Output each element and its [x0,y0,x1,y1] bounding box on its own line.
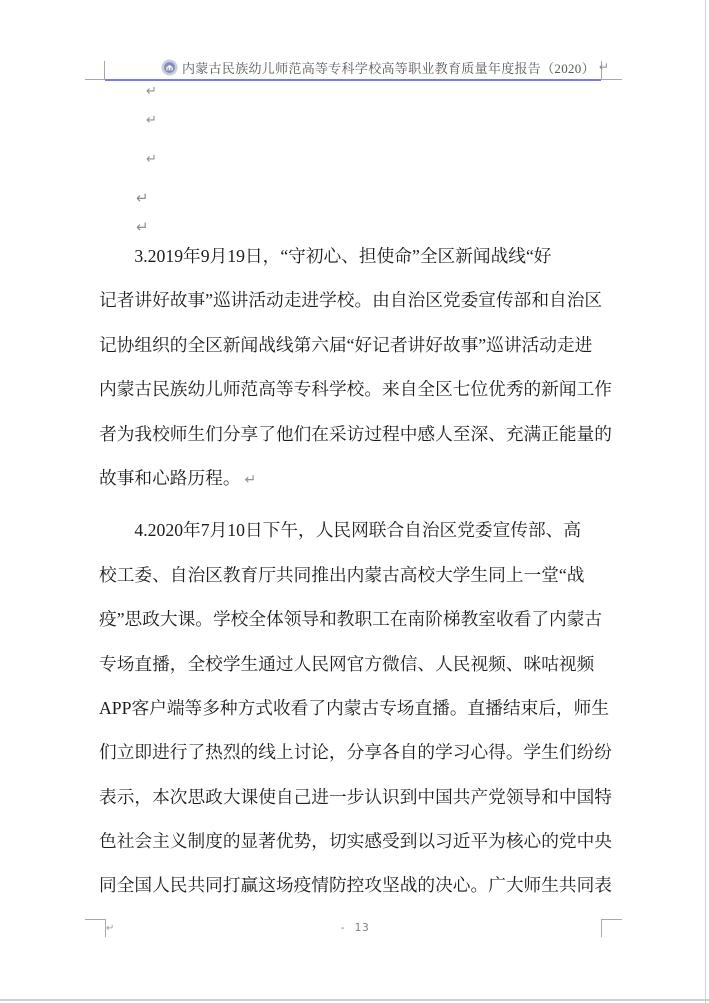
header-margin-corner-left-horizontal [85,79,105,80]
footer-margin-corner-right-horizontal [601,919,622,920]
paragraph-mark-icon: ↵ [598,60,609,74]
page-bottom-edge [0,999,709,1001]
text-line[interactable]: 校工委、自治区教育厅共同推出内蒙古高校大学生同上一堂“战 [99,564,585,585]
text-line[interactable]: 表示，本次思政大课使自己进一步认识到中国共产党领导和中国特 [99,786,612,807]
paragraph-mark-icon: ↵ [244,471,257,488]
text-line[interactable]: 色社会主义制度的显著优势，切实感受到以习近平为核心的党中央 [99,831,612,852]
text-line[interactable]: 记协组织的全区新闻战线第六届“好记者讲好故事”巡讲活动走进 [99,334,593,355]
text-line[interactable]: 同全国人民共同打赢这场疫情防控攻坚战的决心。广大师生共同表 [99,875,612,896]
page-number: - 13 [339,921,370,934]
paragraph-mark-icon: ↵ [146,84,157,99]
text-line[interactable]: APP客户端等多种方式收看了内蒙古专场直播。直播结束后，师生 [99,697,610,718]
text-line[interactable]: 内蒙古民族幼儿师范高等专科学校。来自全区七位优秀的新闻工作 [99,379,612,400]
header-margin-corner-right-horizontal [601,79,622,80]
text-line[interactable]: 故事和心路历程。 ↵ [99,467,257,488]
paragraph [99,508,615,908]
paragraph-mark-icon: ↵ [106,923,115,934]
text-line[interactable]: 们立即进行了热烈的线上讨论，分享各自的学习心得。学生们纷纷 [99,742,612,763]
text-line[interactable]: 专场直播，全校学生通过人民网官方微信、人民视频、咪咕视频 [99,653,595,674]
page-header [161,57,609,77]
header-margin-corner-left-vertical [104,61,105,80]
text-line[interactable]: 者为我校师生们分享了他们在采访过程中感人至深、充满正能量的 [99,423,612,444]
text-line[interactable]: 疫”思政大课。学校全体领导和教职工在南阶梯教室收看了内蒙古 [99,609,603,630]
paragraph [99,234,615,500]
text-line[interactable]: 3.2019年9月19日，“守初心、担使命”全区新闻战线“好 [134,246,552,266]
body-paragraphs [99,234,615,908]
text-line[interactable]: 4.2020年7月10日下午，人民网联合自治区党委宣传部、高 [134,520,582,541]
page-right-edge [705,0,706,1003]
paragraph-mark-icon: ↵ [136,189,149,207]
footer-margin-corner-left-horizontal [85,919,106,920]
header-underline [105,79,601,81]
text-line[interactable]: 记者讲好故事”巡讲活动走进学校。由自治区党委宣传部和自治区 [99,290,603,311]
paragraph-mark-icon: ↵ [146,113,157,128]
paragraph-mark-icon: ↵ [146,152,157,167]
school-badge-icon [161,59,178,76]
header-title: 内蒙古民族幼儿师范高等专科学校高等职业教育质量年度报告（2020） [182,60,595,76]
paragraph-mark-icon: ↵ [136,218,149,236]
